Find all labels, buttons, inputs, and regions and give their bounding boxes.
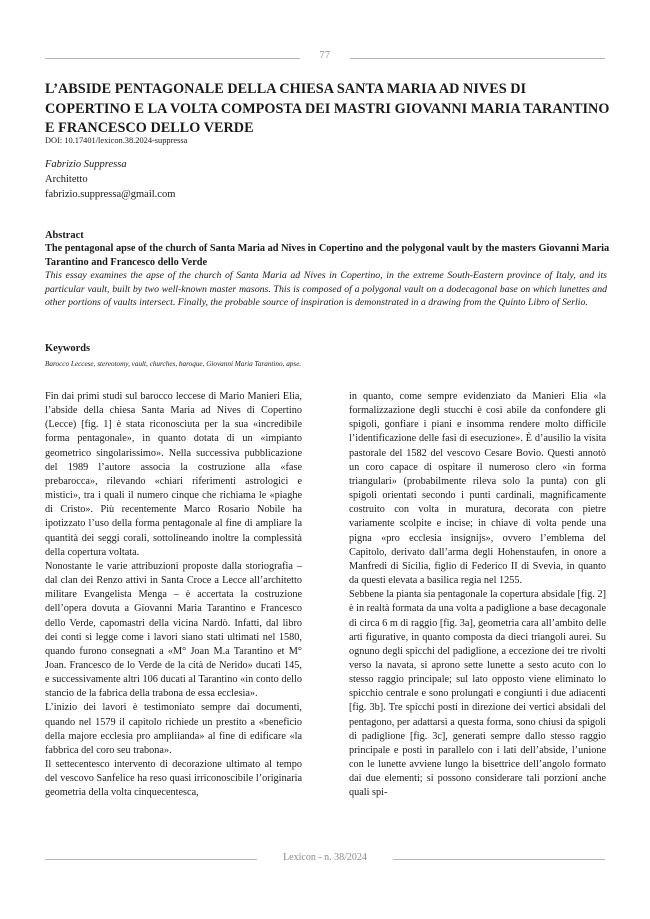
abstract-title: The pentagonal apse of the church of Santa Maria ad Nives in Copertino and the polygonal vault by the masters Giovanni Maria Tarantino and Francesco dello Verde [45, 243, 610, 268]
author-role: Architetto [45, 174, 88, 185]
page-header [45, 50, 605, 66]
page-number: 77 [319, 50, 331, 61]
author-block [45, 157, 175, 202]
abstract-text: This essay examines the apse of the church of Santa Maria ad Nives in Copertino, in the extreme South-Eastern province of Italy, and its particular vault, built by two well-known master masons. This is composed of a polygonal vault on a dodecagonal base on which lunettes and other portions of vaults intersect. Finally, the probable source of inspiration is demonstrated in a drawing from the Quinto Libro of Serlio. [45, 270, 607, 308]
body-paragraph: in quanto, come sempre evidenziato da Manieri Elia «la formalizzazione degli stucchi è così abile da confondere gli spigoli, gonfiare i piani e insomma rendere molto difficile l’identificazione delle fasi di esecuzione». È d’ausilio la visita pastorale del 1582 del vescovo Cesare Bovio. Questi annotò un coro capace di ospitare il numeroso clero «in forma triangulari» (probabilmente rileva solo la punta) con gli spigoli orientati secondo i punti cardinali, magnificamente costruito con volta in muratura, decorata con pietre variamente scolpite e incise; in chiave di volta pende una pigna «pro ecclesia insignijs», ovvero l’emblema del Capitolo, derivato dall’arma degli Hohenstaufen, in onore a Manfredi di Sicilia, figlio di Federico II di Svevia, in quanto da questi elevata a basilica regia nel 1255. [349, 391, 606, 587]
keywords-heading: Keywords [45, 343, 91, 354]
abstract-heading: Abstract [45, 230, 84, 241]
body-column-left [45, 390, 302, 801]
body-paragraph: Fin dai primi studi sul barocco leccese di Mario Manieri Elia, l’abside della chiesa Santa Maria ad Nives di Copertino (Lecce) [fig. 1] è stata riconosciuta per la sua «incredibile forma pentagonale», in quanto dotata di un «impianto geometrico singolarissimo». Nella successiva pubblicazione del 1989 l’autore associa la costruzione alla «fase prebarocca», rilevando «chiari riferimenti astrologici e mistici», tra i quali il numero cinque che richiama le «piaghe di Cristo». Più recentemente Marco Rosario Nobile ha ipotizzato l’uso della forma pentagonale al fine di ampliare la quantità dei seggi corali, sottolineando inoltre la complessità della copertura voltata. [45, 391, 302, 558]
article-title: L’ABSIDE PENTAGONALE DELLA CHIESA SANTA MARIA AD NIVES DI COPERTINO E LA VOLTA COMPOSTA DEI MASTRI GIOVANNI MARIA TARANTINO E FRANCESCO DELLO VERDE [45, 81, 610, 136]
body-paragraph: Nonostante le varie attribuzioni proposte dalla storiografia – dal clan dei Renzo attivi in Santa Croce a Lecce all’architetto militare Evangelista Menga – è accertata la costruzione dell’opera dovuta a Giovanni Maria Tarantino e Francesco dello Verde, capomastri della vicina Nardò. Infatti, dal libro dei conti si legge come i lavori siano stati ultimati nel 1580, quando furono consegnati a «M° Joan M.a Tarantino et M° Joan. Francesco de lo Verde de la cità de Nerido» ducati 145, e successivamente altri 106 ducati al Tarantino «in conto dello stancio de la fabrica della trabona de essa ecclesia». [45, 560, 302, 700]
author-name: Fabrizio Suppressa [45, 159, 127, 170]
body-paragraph: Il settecentesco intervento di decorazione ultimato al tempo del vescovo Sanfelice ha reso quasi irriconoscibile l’originaria geometria della volta cinquecentesca, [45, 759, 302, 799]
journal-issue: Lexicon - n. 38/2024 [283, 852, 367, 863]
body-column-right [349, 390, 606, 801]
keywords-text: Barocco Leccese, stereotomy, vault, churches, baroque, Giovanni Maria Tarantino, apse. [45, 360, 302, 368]
body-paragraph: Sebbene la pianta sia pentagonale la copertura absidale [fig. 2] è in realtà formata da una volta a padiglione a base decagonale di circa 6 m di raggio [fig. 3a], geometria cara all’ambito delle arti figurative, in quanto composta da dieci triangoli aurei. Su ognuno degli spicchi del padiglione, a eccezione dei tre rivolti verso la navata, si aprono sette lunette a sesto acuto con lo stesso raggio principale; sul lato opposto viene eliminato lo spicchio centrale e sono prolungati e congiunti i due adiacenti [fig. 3b]. Tre spicchi posti in direzione dei vertici absidali del pentagono, per adattarsi a questa forma, sono chiusi da spigoli di padiglione [fig. 3c], generati sempre dallo stesso raggio principale e posti in parallelo con i lati dell’abside, l’unione con le lunette avviene lungo la bisettrice dell’angolo formato dai due elementi; si possono considerare tali porzioni anche quali spi- [349, 589, 606, 799]
author-email[interactable]: fabrizio.suppressa@gmail.com [45, 189, 176, 200]
page-footer [45, 851, 605, 867]
article-doi: DOI: 10.17401/lexicon.38.2024-suppressa [45, 136, 188, 145]
footer-rule-right [393, 859, 605, 860]
body-paragraph: L’inizio dei lavori è testimoniato sempre dai documenti, quando nel 1579 il capitolo richiede un prestito a «beneficio della majore ecclesia pro ampliianda» al fine di edificare «la fabbrica del coro seu trabona». [45, 702, 302, 756]
header-rule-right [350, 58, 605, 59]
